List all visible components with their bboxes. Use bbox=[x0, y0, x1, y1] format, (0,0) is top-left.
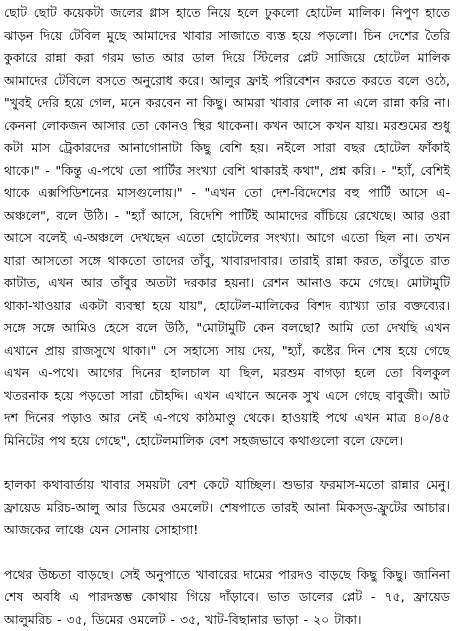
paragraph-spacer bbox=[4, 542, 450, 564]
paragraph-lunch-menu: হালকা কথাবার্তায় খাবার সময়টা বেশ কেটে যাচ্ছিল। শুভার ফরমাস-মতো রান্নার মেনু। ফ্রায়েড মরিচ-আলু আর ডিমের ওমলেট। শেষপাতে তারই আনা মিকস্ড-ফ্রুটের আচার। আজকের লাঞ্চে যেন সোনায় সোহাগা! bbox=[4, 474, 450, 542]
paragraph-hotel-owner-dialogue: ছোট ছোট কয়েকটা জলের গ্লাস হাতে নিয়ে হলে ঢুকলো হোটেল মালিক। নিপুণ হাতে ঝাড়ন দিয়ে টেবিল মুছে আমাদের খাবার সাজাতে ব্যস্ত হয়ে পড়লো। চিন দেশের তৈরি কুকারে রান্না করা গরম ভাত আর ডাল দিয়ে স্টিলের প্লেট সাজিয়ে হোটেল মালিক আমাদের টেবিলে বসতে অনুরোধ করে। আলুর ফ্রাই পরিবেশন করতে করতে বলে ওঠে, "খুবই দেরি হয়ে গেল, মনে করবেন না কিছু। আমরা খাবার লোক না এলে রান্না করি না। কেননা লোকজন আসার তো কোনও স্থির থাকেনা। কখন আসে কখন যায়। মরশুমের শুধু কটা মাস ট্রেকারদের আনাগোনাটা কিছু বেশি হয়। নইলে সারা বছর হোটেল ফাঁকাই থাকে।" - "কিন্তু এ-পথে তো পার্টির সংখ্যা বেশি থাকারই কথা", প্রশ্ন করি। - "হ্যাঁ, বেশিই থাকে এক্সপিডিশনের মাসগুলোয়।" - "এখন তো দেশ-বিদেশের বহু পার্টি আসে এ-অঞ্চলে", বলে উঠি। - "হ্যাঁ আসে, বিদেশি পার্টিই আমাদের বাঁচিয়ে রেখেছে। আর ওরা আসে বলেই এ-অঞ্চলে দেখছেন এতো হোটেলের সংখ্যা। আগে এতো ছিল না। তখন যারা আসতো সঙ্গে থাকতো তাদের তাঁবু, খাবারদাবার। তারাই রান্না করত, তাঁবুতে রাত কাটাত, এখন আর তাঁবুর অতটা দরকার হয়না। রেশন আনাও কমে গেছে। মোটামুটি থাকা-খাওয়ার একটা ব্যবস্থা হয়ে যায়", হোটেল-মালিকের বিশদ ব্যাখ্যা তার বক্তব্যের। সঙ্গে সঙ্গে আমিও হেসে বলে উঠি, "মোটামুটি কেন বলছো? আমি তো দেখছি এখন এখানে প্রায় রাজসুখে থাকা।" সে সহাস্যে সায় দেয়, "হ্যাঁ, কষ্টের দিন শেষ হয়ে গেছে এখন এ-পথে। আগের দিনের হালচাল যা ছিল, মরশুম বাগড়া হলে তো বিলকুল খতরনাক হয়ে পড়তো সারা চৌহদ্দি। এখন এখানে অনেক সুখ এসে গেছে বাবুজী। আট দশ দিনের পড়াও আর নেই এ-পথে কাঠমাণ্ডু থেকে। হাওয়াই পথে এখন মাত্র ৪০/৪৫ মিনিটের পথ হয়ে গেছে", হোটেলমালিক বেশ সহজভাবে কথাগুলো বলে ফেলে। bbox=[4, 2, 450, 452]
paragraph-spacer bbox=[4, 452, 450, 474]
paragraph-food-prices: পথের উচ্চতা বাড়ছে। সেই অনুপাতে খাবারের দামের পারদও বাড়ছে কিছু কিছু। জানিনা শেষ অবধি এ পারদস্তম্ভ কোথায় গিয়ে দাঁড়াবে। ভাত ডালের প্লেট - ৭৫, ফ্রায়েড আলুমরিচ - ৩৫, ডিমের ওমলেট - ৩৫, খাট-বিছানার ভাড়া - ২০ টাকা। bbox=[4, 564, 450, 631]
